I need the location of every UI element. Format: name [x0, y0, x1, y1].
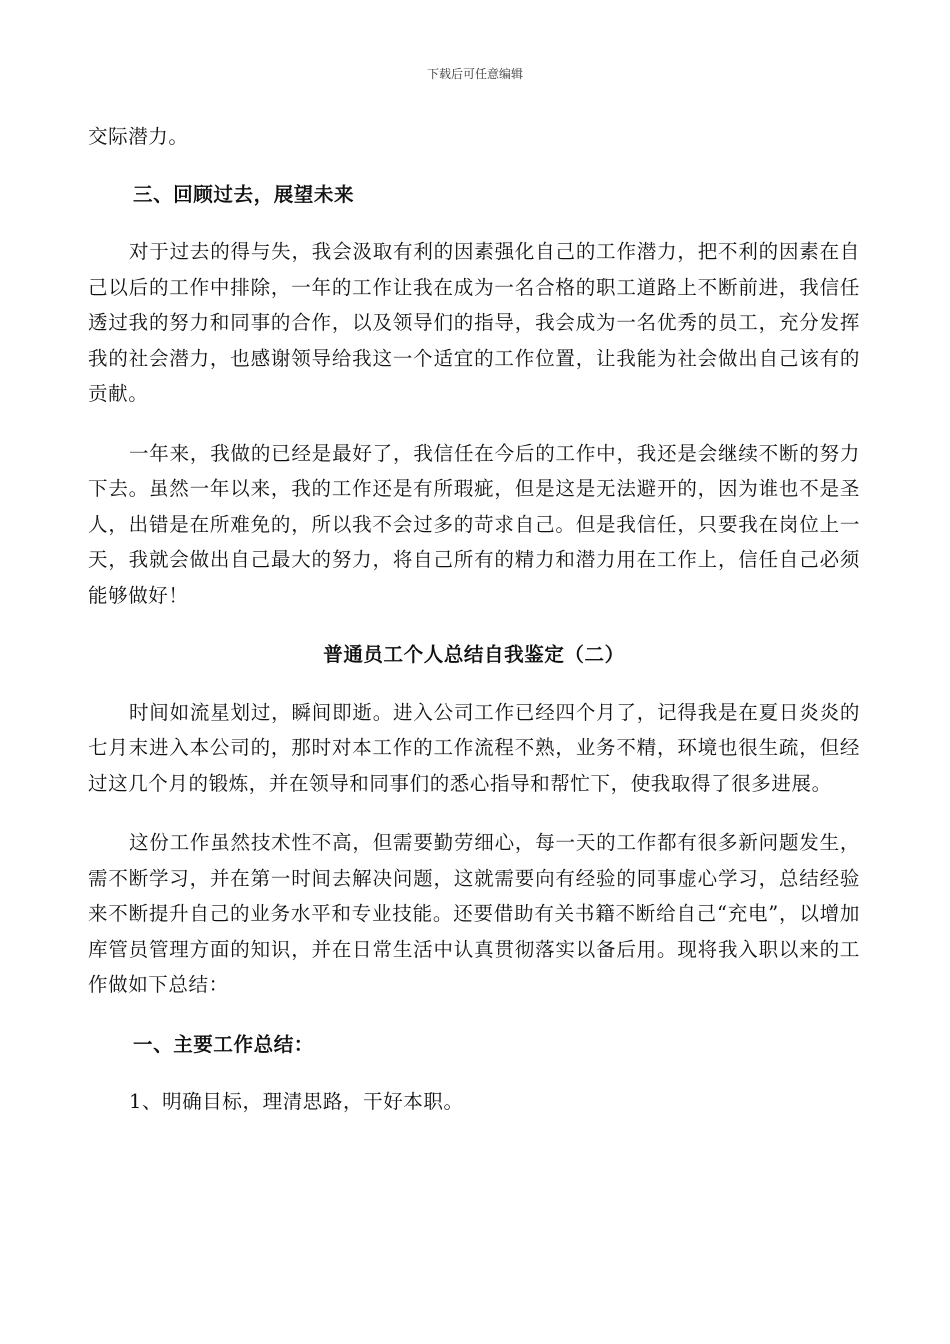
paragraph-gains-losses: 对于过去的得与失，我会汲取有利的因素强化自己的工作潜力，把不利的因素在自己以后的工作中排除，一年的工作让我在成为一名合格的职工道路上不断前进，我信任透过我的努力和同事的合作，以及领导们的指导，我会成为一名优秀的员工，充分发挥我的社会潜力，也感谢领导给我这一个适宜的工作位置，让我能为社会做出自己该有的贡献。 — [88, 240, 860, 405]
paragraph-year-review: 一年来，我做的已经是最好了，我信任在今后的工作中，我还是会继续不断的努力下去。虽然一年以来，我的工作还是有所瑕疵，但是这是无法避开的，因为谁也不是圣人，出错是在所难免的，所以我不会过多的苛求自己。但是我信任，只要我在岗位上一天，我就会做出自己最大的努力，将自己所有的精力和潜力用在工作上，信任自己必须能够做好！ — [88, 441, 860, 607]
document-body — [88, 119, 860, 1120]
paragraph-job-nature: 这份工作虽然技术性不高，但需要勤劳细心，每一天的工作都有很多新问题发生，需不断学习，并在第一时间去解决问题，这就需要向有经验的同事虚心学习，总结经验来不断提升自己的业务水平和专业技能。还要借助有关书籍不断给自己“充电”，以增加库管员管理方面的知识，并在日常生活中认真贯彻落实以备后用。现将我入职以来的工作做如下总结： — [88, 831, 860, 996]
page-header: 下载后可任意编辑 — [426, 67, 523, 81]
paragraph-time-flies: 时间如流星划过，瞬间即逝。进入公司工作已经四个月了，记得我是在夏日炎炎的七月末进入本公司的，那时对本工作的工作流程不熟，业务不精，环境也很生疏，但经过这几个月的锻炼，并在领导和同事们的悉心指导和帮忙下，使我取得了很多进展。 — [88, 700, 860, 795]
section-heading-review: 三、回顾过去，展望未来 — [133, 182, 355, 206]
document-title: 普通员工个人总结自我鉴定（二） — [323, 643, 625, 666]
list-item-goals: 1、明确目标，理清思路，干好本职。 — [129, 1090, 464, 1113]
section-heading-main-work: 一、主要工作总结： — [133, 1032, 314, 1056]
continued-text: 交际潜力。 — [88, 125, 189, 148]
